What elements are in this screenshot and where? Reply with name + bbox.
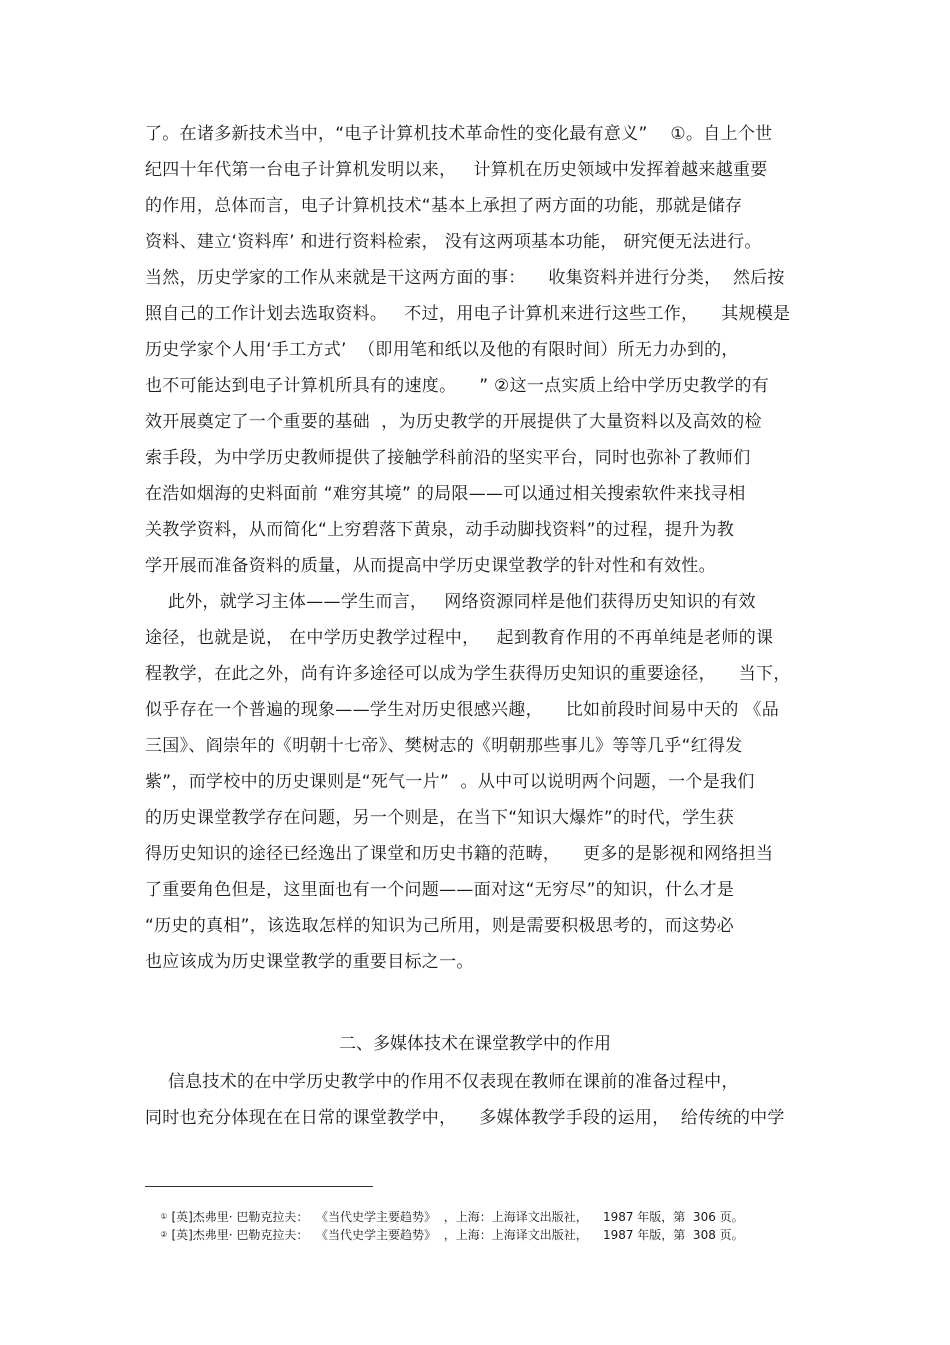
- text-line: 的作用，总体而言，电子计算机技术“基本上承担了两方面的功能，那就是储存: [145, 196, 743, 216]
- footnote-mark: ①: [160, 1212, 168, 1221]
- text-line: 效开展奠定了一个重要的基础 ，为历史教学的开展提供了大量资料以及高效的检: [145, 412, 762, 432]
- text-line: 的历史课堂教学存在问题，另一个则是，在当下“知识大爆炸”的时代，学生获: [145, 808, 735, 828]
- text-line: 信息技术的在中学历史教学中的作用不仅表现在教师在课前的准备过程中，: [145, 1072, 739, 1092]
- footnote-mark: ②: [160, 1230, 168, 1239]
- footnote-divider: [145, 1186, 373, 1187]
- footnote-2: [145, 1214, 744, 1256]
- text-line: 紫”，而学校中的历史课则是“死气一片” 。从中可以说明两个问题，一个是我们: [145, 772, 755, 792]
- text-line: 历史学家个人用‘手工方式’ （即用笔和纸以及他的有限时间）所无力办到的，: [145, 340, 739, 360]
- text-line: 三国》、阎崇年的《明朝十七帝》、樊树志的《明朝那些事儿》等等几乎“红得发: [145, 736, 743, 756]
- text-line: 了。在诸多新技术当中，“电子计算机技术革命性的变化最有意义” ①。自上个世: [145, 124, 773, 144]
- section-heading: 二、多媒体技术在课堂教学中的作用: [339, 1034, 611, 1054]
- text-line: 得历史知识的途径已经逸出了课堂和历史书籍的范畴， 更多的是影视和网络担当: [145, 844, 774, 864]
- text-line: 关教学资料，从而简化“上穷碧落下黄泉，动手动脚找资料”的过程，提升为教: [145, 520, 735, 540]
- text-line: 索手段，为中学历史教师提供了接触学科前沿的坚实平台，同时也弥补了教师们: [145, 448, 751, 468]
- text-line: 也不可能达到电子计算机所具有的速度。 ” ②这一点实质上给中学历史教学的有: [145, 376, 770, 396]
- text-line: 途径，也就是说， 在中学历史教学过程中， 起到教育作用的不再单纯是老师的课: [145, 628, 774, 648]
- text-line: 同时也充分体现在在日常的课堂教学中， 多媒体教学手段的运用， 给传统的中学: [145, 1108, 785, 1128]
- text-line: 照自己的工作计划去选取资料。 不过，用电子计算机来进行这些工作， 其规模是: [145, 304, 791, 324]
- text-line: 似乎存在一个普遍的现象——学生对历史很感兴趣， 比如前段时间易中天的 《品: [145, 700, 780, 720]
- text-line: 了重要角色但是，这里面也有一个问题——面对这“无穷尽”的知识，什么才是: [145, 880, 735, 900]
- text-line: 也应该成为历史课堂教学的重要目标之一。: [145, 952, 474, 972]
- text-line: 纪四十年代第一台电子计算机发明以来， 计算机在历史领域中发挥着越来越重要: [145, 160, 768, 180]
- text-line: “历史的真相”，该选取怎样的知识为己所用，则是需要积极思考的，而这势必: [145, 916, 735, 936]
- text-line: 资料、建立‘资料库’ 和进行资料检索， 没有这两项基本功能， 研究便无法进行。: [145, 232, 762, 252]
- text-line: 程教学，在此之外，尚有许多途径可以成为学生获得历史知识的重要途径， 当下，: [145, 664, 791, 684]
- footnote-text: [英]杰弗里· 巴勒克拉夫： 《当代史学主要趋势》 ，上海：上海译文出版社， 1987 年版，第 308 页。: [171, 1228, 744, 1242]
- footnote-text: [英]杰弗里· 巴勒克拉夫： 《当代史学主要趋势》 ，上海：上海译文出版社， 1987 年版，第 306 页。: [171, 1210, 744, 1224]
- text-line: 此外，就学习主体——学生而言， 网络资源同样是他们获得历史知识的有效: [145, 592, 756, 612]
- text-line: 学开展而准备资料的质量，从而提高中学历史课堂教学的针对性和有效性。: [145, 556, 716, 576]
- text-line: 在浩如烟海的史料面前 “难穷其境” 的局限——可以通过相关搜索软件来找寻相: [145, 484, 746, 504]
- text-line: 当然，历史学家的工作从来就是干这两方面的事： 收集资料并进行分类， 然后按: [145, 268, 785, 288]
